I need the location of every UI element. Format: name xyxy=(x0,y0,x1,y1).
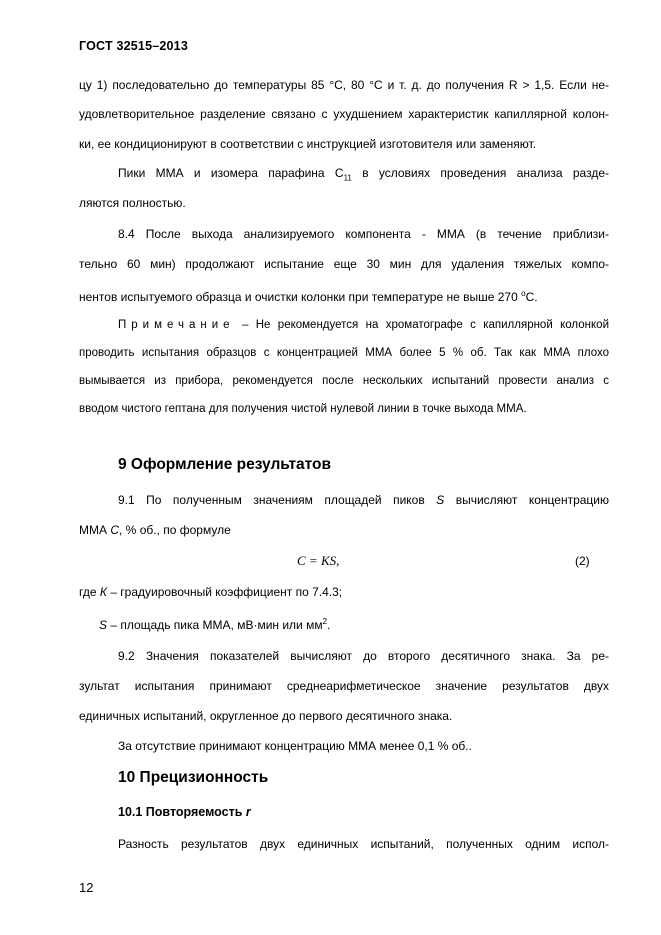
text-line: ки, ее кондиционируют в соответствии с инструкцией изготовителя или заменяют. xyxy=(79,137,537,151)
section-9-heading: 9 Оформление результатов xyxy=(118,456,332,473)
text-line: тельно 60 мин) продолжают испытание еще 30 мин для удаления тяжелых компо- xyxy=(79,257,609,271)
text-line: Пики ММА и изомера парафина $С_{11}$ в условиях проведения анализа разде- xyxy=(118,166,610,183)
text-line: удовлетворительное разделение связано с ухудшением характеристик капиллярной колон- xyxy=(79,107,609,121)
text-line: 8.4 После выхода анализируемого компонента - ММА (в течение приблизи- xyxy=(118,227,609,241)
text-line: S – площадь пика ММА, мВ·мин или $мм^2$. xyxy=(99,617,331,632)
text-line: За отсутствие принимают концентрацию ММА менее 0,1 % об.. xyxy=(118,739,472,753)
section-10-1-heading: 10.1 Повторяемость r xyxy=(118,805,251,819)
note-line: вымывается из прибора, рекомендуется после нескольких испытаний провести анализ с xyxy=(79,375,609,387)
text-line: 9.2 Значения показателей вычисляют до второго десятичного знака. За ре- xyxy=(118,649,609,663)
formula-number: (2) xyxy=(575,554,590,568)
text-line: ММА С, % об., по формуле xyxy=(79,523,231,537)
page-number: 12 xyxy=(79,880,94,895)
note-line: Примечание – Не рекомендуется на хроматографе с капиллярной колонкой xyxy=(118,319,609,331)
text-line: единичных испытаний, округленное до первого десятичного знака. xyxy=(79,709,453,723)
text-line: цу 1) последовательно до температуры 85 °С, 80 °С и т. д. до получения R > 1,5. Если не- xyxy=(79,78,609,92)
text-line: 9.1 По полученным значениям площадей пиков S вычисляют концентрацию xyxy=(118,493,609,507)
note-line: проводить испытания образцов с концентрацией ММА более 5 % об. Так как ММА плохо xyxy=(79,347,609,359)
text-line: ляются полностью. xyxy=(79,196,186,210)
formula: C = KS, xyxy=(297,553,340,568)
text-line: где К – градуировочный коэффициент по 7.4.3; xyxy=(79,585,343,599)
document-header: ГОСТ 32515–2013 xyxy=(79,39,188,53)
text-line: зультат испытания принимают среднеарифметическое значение результатов двух xyxy=(79,679,609,693)
text-line: Разность результатов двух единичных испытаний, полученных одним испол- xyxy=(118,837,609,851)
note-line: вводом чистого гептана для получения чистой нулевой линии в точке выхода ММА. xyxy=(79,403,527,415)
section-10-heading: 10 Прецизионность xyxy=(118,769,269,786)
text-line: нентов испытуемого образца и очистки колонки при температуре не выше 270 $^о$С. xyxy=(79,289,538,304)
